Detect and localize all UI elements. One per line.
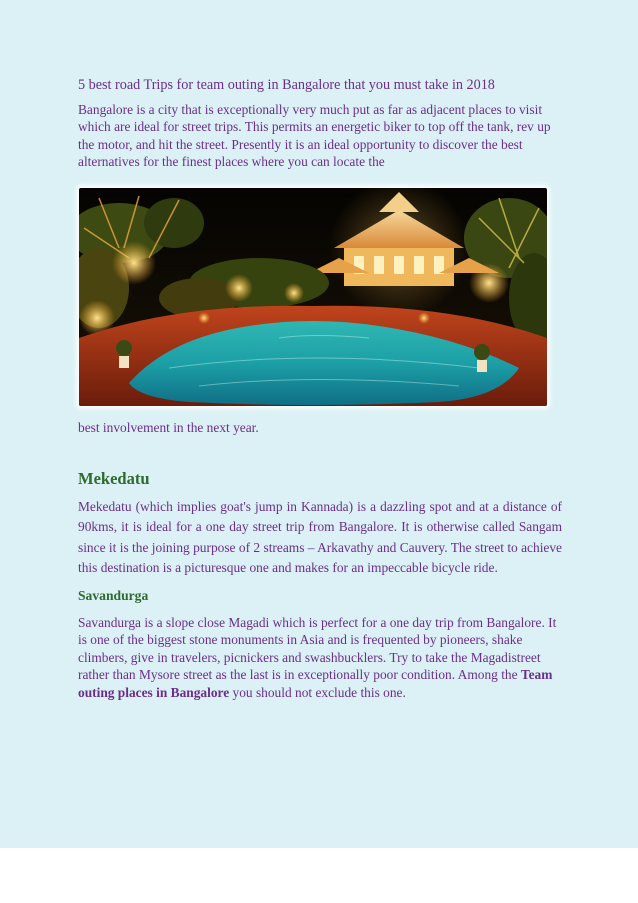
section-text-mekedatu: Mekedatu (which implies goat's jump in Kannada) is a dazzling spot and at a distance of 90kms, it is ideal for a one day street trip from Bangalore. It is otherwise called Sangam since it is the joining purpose of 2 streams – Arkavathy and Cauvery. The street to achieve this destination is a picturesque one and makes for an impeccable bicycle ride. [78, 498, 562, 576]
intro-paragraph: Bangalore is a city that is exceptionally very much put as far as adjacent places to visit which are ideal for street trips. This permits an energetic biker to top off the tank, rev up the motor, and hit the street. Presently it is an ideal opportunity to discover the best alternatives for the finest places where you can locate the [78, 102, 551, 170]
team-outing-link-text: Team outing places in Bangalore [78, 667, 553, 700]
document-title: 5 best road Trips for team outing in Bangalore that you must take in 2018 [78, 77, 495, 93]
section-heading-mekedatu: Mekedatu [78, 468, 150, 488]
document-content [78, 76, 562, 702]
after-photo-text: best involvement in the next year. [78, 419, 259, 435]
section-text-savandurga [78, 614, 562, 702]
resort-pool-photo [79, 188, 547, 406]
section-heading-savandurga: Savandurga [78, 587, 149, 603]
savandurga-text-end: you should not exclude this one. [229, 685, 406, 700]
savandurga-text-start: Savandurga is a slope close Magadi which is perfect for a one day trip from Bangalore. It is one of the biggest stone monuments in Asia and is frequented by pioneers, shake climbers, give in travelers, picnickers and swashbucklers. Try to take the Magadistreet rather than Mysore street as the last is in exceptionally poor condition. Among the [78, 614, 557, 683]
